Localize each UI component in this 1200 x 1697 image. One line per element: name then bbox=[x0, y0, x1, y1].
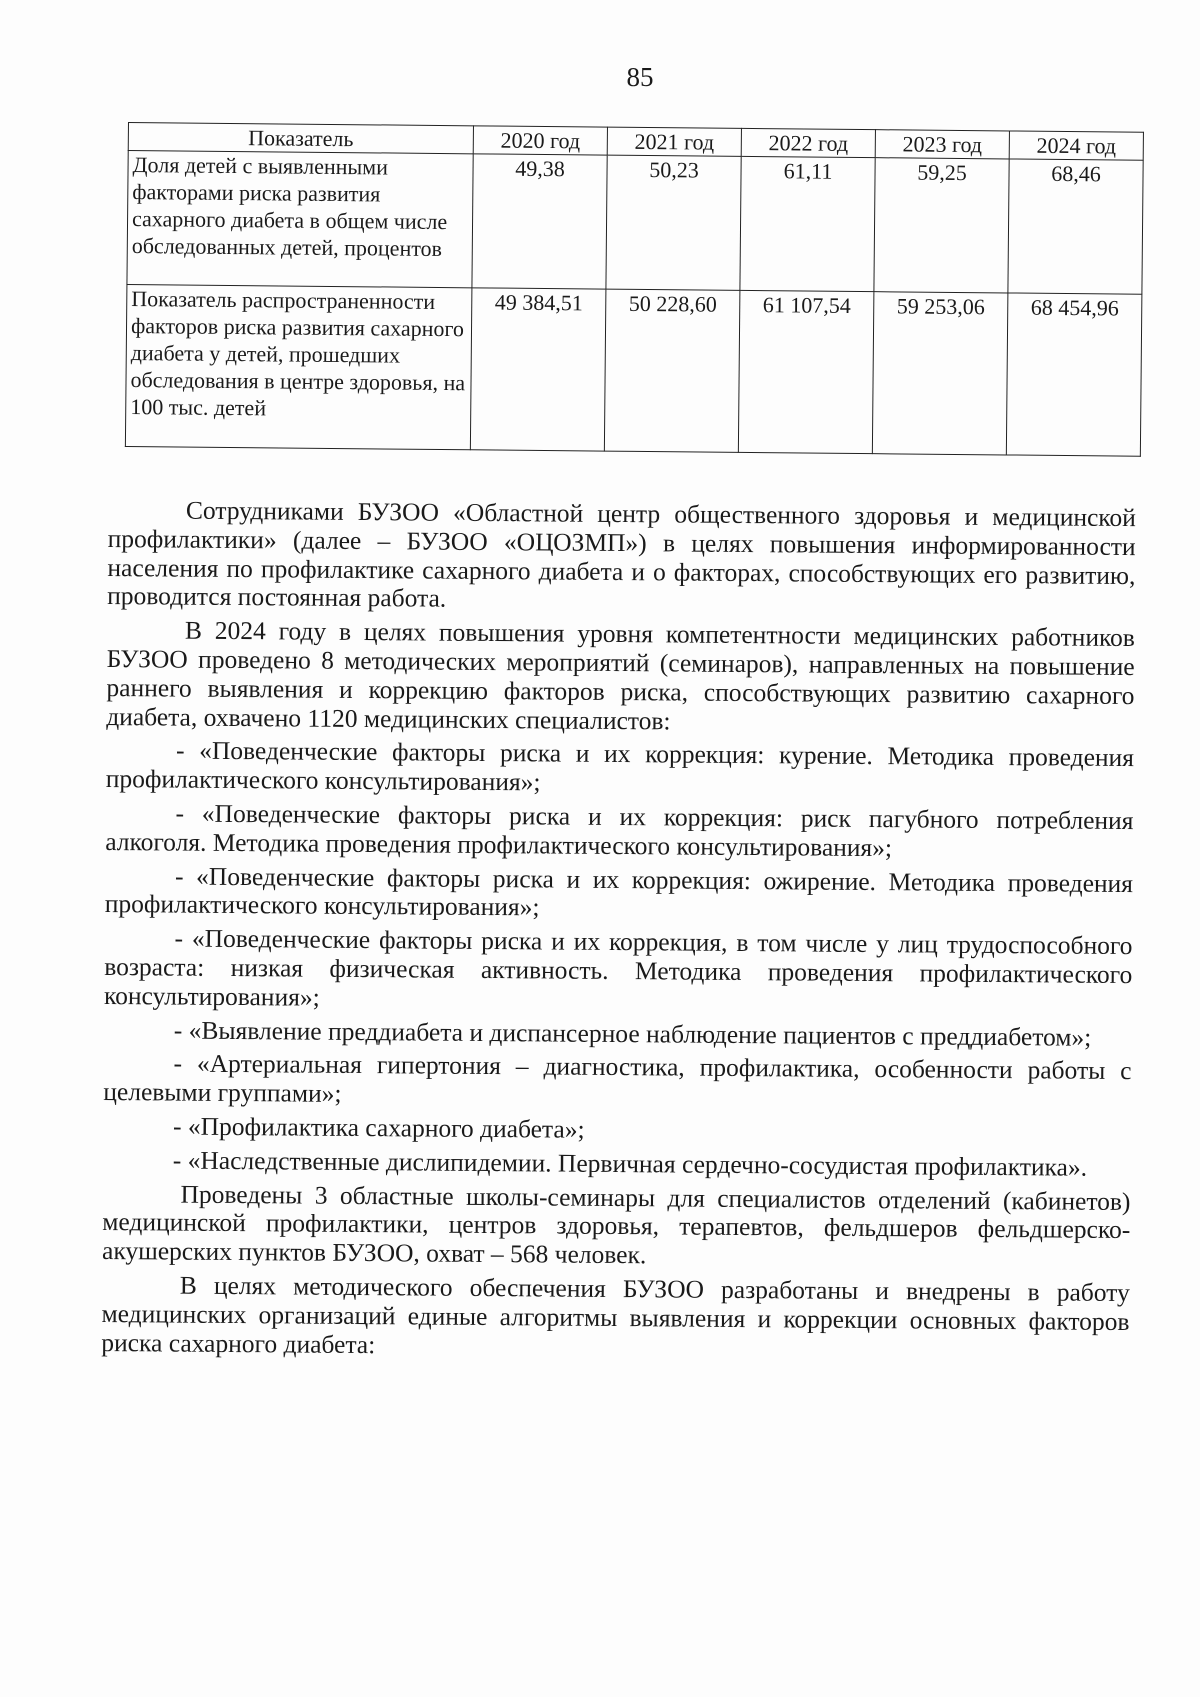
value-cell: 49,38 bbox=[472, 154, 607, 289]
table-row bbox=[125, 284, 1142, 456]
value-cell: 49 384,51 bbox=[470, 288, 606, 451]
page-number: 85 bbox=[626, 62, 654, 92]
list-item: - «Выявление преддиабета и диспансерное наблюдение пациентов с преддиабетом»; bbox=[173, 1015, 1092, 1052]
list-item: - «Поведенческие факторы риска и их коррекция: ожирение. Методика проведения профилактического консультирования»; bbox=[104, 861, 1134, 922]
body-text bbox=[101, 496, 1136, 1370]
list-item: - «Поведенческие факторы риска и их коррекция: курение. Методика проведения профилактического консультирования»; bbox=[105, 735, 1135, 797]
value-cell: 50,23 bbox=[606, 155, 741, 290]
value-cell: 59,25 bbox=[874, 158, 1009, 293]
header-year-2022: 2022 год bbox=[741, 128, 875, 157]
list-item: - «Наследственные дислипидемии. Первичная сердечно-сосудистая профилактика». bbox=[172, 1145, 1088, 1182]
header-year-2021: 2021 год bbox=[607, 127, 741, 156]
value-cell: 68 454,96 bbox=[1006, 293, 1142, 456]
header-year-2020: 2020 год bbox=[473, 126, 607, 155]
indicator-name: Показатель распространенности факторов риска развития сахарного диабета у детей, прошедших обследования в центре здоровья, на 100 тыс. детей bbox=[125, 284, 472, 449]
value-cell: 61,11 bbox=[740, 156, 875, 291]
paragraph: Сотрудниками БУЗОО «Областной центр общественного здоровья и медицинской профилактики» (далее – БУЗОО «ОЦОЗМП») в целях повышения информированности населения по профилактике сахарного диабета и о факторах, способствующих его развитию, проводится постоянная работа. bbox=[107, 495, 1136, 614]
paragraph: Проведены 3 областные школы-семинары для специалистов отделений (кабинетов) медицинской профилактики, центров здоровья, терапевтов, фельдшеров фельдшерско-акушерских пунктов БУЗОО, охват – 568 человек. bbox=[101, 1179, 1131, 1270]
value-cell: 68,46 bbox=[1008, 159, 1143, 294]
paragraph: В 2024 году в целях повышения уровня компетентности медицинских работников БУЗОО проведено 8 методических мероприятий (семинаров), направленных на повышение раннего выявления и коррекцию факторов риска, способствующих развитию сахарного диабета, охвачено 1120 медицинских специалистов: bbox=[106, 615, 1136, 736]
list-item: - «Артериальная гипертония – диагностика, профилактика, особенности работы с целевыми группами»; bbox=[103, 1048, 1132, 1108]
table-row bbox=[127, 151, 1143, 295]
indicators-table bbox=[125, 122, 1144, 457]
list-item: - «Поведенческие факторы риска и их коррекция, в том числе у лиц трудоспособного возраста: низкая физическая активность. Методика проведения профилактического консультирования»; bbox=[103, 923, 1133, 1012]
indicator-name: Доля детей с выявленными факторами риска развития сахарного диабета в общем числе обследованных детей, процентов bbox=[127, 151, 473, 288]
list-item: - «Профилактика сахарного диабета»; bbox=[172, 1111, 585, 1144]
list-item: - «Поведенческие факторы риска и их коррекция: риск пагубного потребления алкоголя. Методика проведения профилактического консультирования»; bbox=[105, 798, 1134, 862]
paragraph: В целях методического обеспечения БУЗОО разработаны и внедрены в работу медицинских организаций единые алгоритмы выявления и коррекции основных факторов риска сахарного диабета: bbox=[101, 1270, 1130, 1359]
value-cell: 59 253,06 bbox=[872, 292, 1008, 455]
value-cell: 50 228,60 bbox=[604, 289, 740, 452]
header-year-2023: 2023 год bbox=[875, 130, 1009, 159]
header-indicator: Показатель bbox=[128, 123, 473, 154]
value-cell: 61 107,54 bbox=[738, 290, 874, 453]
header-year-2024: 2024 год bbox=[1009, 131, 1143, 160]
